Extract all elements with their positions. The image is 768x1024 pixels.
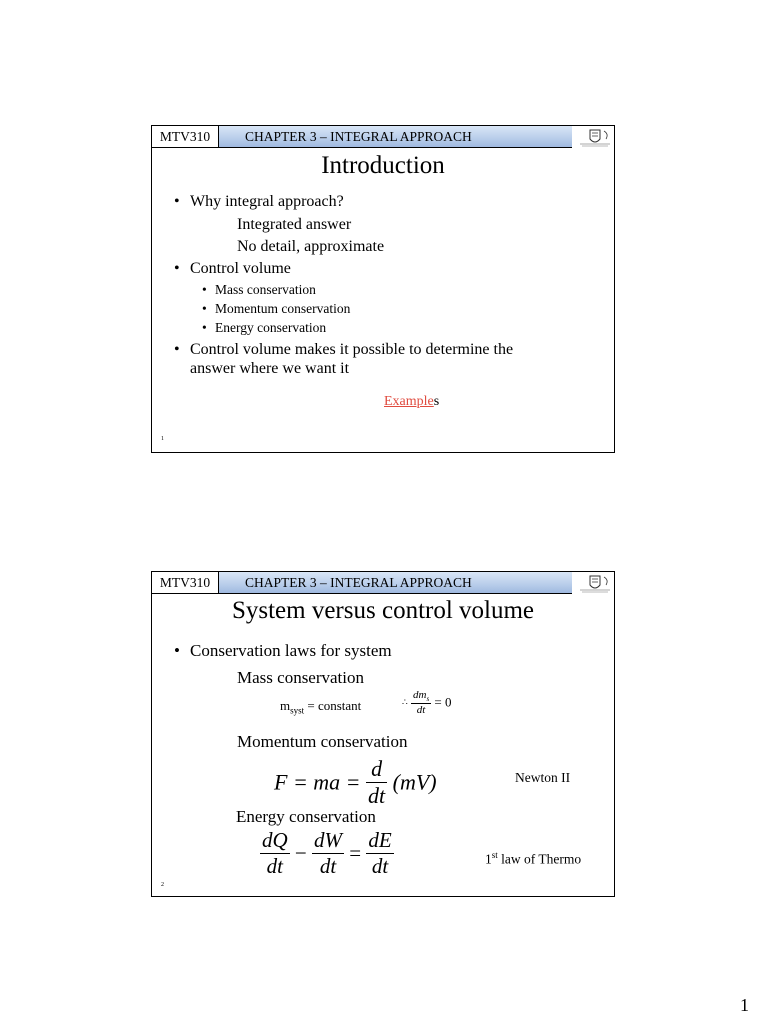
energy-dq-den: dt: [266, 854, 283, 878]
course-code: MTV310: [152, 572, 219, 594]
energy-dw-den: dt: [319, 854, 337, 878]
first-law-label: [485, 850, 581, 868]
energy-heading: Energy conservation: [236, 807, 376, 826]
msyst-m: m: [280, 698, 291, 713]
slide-number: 1: [161, 436, 164, 442]
chapter-title: CHAPTER 3 – INTEGRAL APPROACH: [245, 575, 472, 590]
dms-fraction: [411, 689, 431, 716]
dms-denominator: dt: [416, 704, 426, 717]
slide-header: [152, 126, 614, 148]
momentum-heading: Momentum conservation: [237, 732, 408, 751]
momentum-fraction: [366, 756, 387, 809]
course-code: MTV310: [152, 126, 219, 148]
energy-dw-num: dW: [314, 828, 343, 852]
energy-equals: =: [349, 841, 362, 865]
mass-heading: Mass conservation: [237, 668, 365, 687]
slide-number: 2: [161, 882, 164, 888]
energy-de-num: dE: [368, 828, 392, 852]
university-logo-icon: [576, 128, 614, 148]
dms-num-sub: s: [426, 695, 430, 704]
energy-equation: [260, 828, 394, 879]
bullet-control-volume: • Control volume: [190, 259, 291, 278]
dms-numerator: [411, 689, 431, 704]
momentum-rhs: (mV): [392, 769, 437, 795]
chapter-bar: [219, 572, 572, 594]
newton-label: Newton II: [515, 770, 571, 785]
slide-title: System versus control volume: [231, 597, 535, 624]
momentum-frac-den: dt: [368, 783, 386, 808]
page-number: 1: [740, 995, 749, 1015]
sub-no-detail: No detail, approximate: [237, 238, 385, 255]
momentum-equation: [274, 756, 437, 809]
energy-frac-de: [366, 828, 393, 879]
slide-title: Introduction: [321, 152, 445, 179]
sub-bullet-momentum: • Momentum conservation: [215, 301, 350, 317]
chapter-title: CHAPTER 3 – INTEGRAL APPROACH: [245, 129, 472, 144]
chapter-bar: [219, 126, 572, 148]
first-law-rest: law of Thermo: [497, 851, 582, 867]
dms-equation: [402, 689, 452, 716]
momentum-frac-num: d: [366, 756, 387, 783]
bullet-conservation-laws: • Conservation laws for system: [190, 641, 392, 660]
first-law-sup: st: [491, 850, 498, 860]
slide-header: [152, 572, 614, 594]
examples-link[interactable]: Example: [384, 394, 434, 409]
bullet-line-2: answer where we want it: [190, 360, 350, 377]
msyst-equation: [280, 698, 361, 716]
university-logo-icon: [576, 574, 614, 594]
dms-rhs: = 0: [434, 694, 452, 710]
examples-text: [384, 394, 439, 410]
sub-integrated-answer: Integrated answer: [237, 216, 352, 233]
bullet-control-volume-determine: [190, 340, 513, 378]
energy-dq-num: dQ: [262, 828, 288, 852]
therefore-symbol: ∴: [402, 697, 408, 708]
momentum-lhs: F = ma =: [274, 769, 361, 795]
dms-num-text: dm: [412, 689, 427, 701]
first-law-number: 1: [485, 851, 492, 867]
sub-bullet-mass: • Mass conservation: [215, 282, 316, 298]
slide-2: [151, 571, 615, 897]
msyst-subscript: syst: [290, 705, 305, 716]
msyst-rest: = constant: [304, 698, 362, 713]
slide-1: [151, 125, 615, 453]
energy-de-den: dt: [371, 854, 389, 878]
bullet-line-1: Control volume makes it possible to determine the: [190, 341, 514, 358]
energy-frac-dq: [260, 828, 290, 879]
sub-bullet-energy: • Energy conservation: [215, 320, 326, 336]
energy-minus: −: [294, 841, 307, 865]
energy-frac-dw: [312, 828, 344, 879]
examples-suffix: s: [433, 394, 440, 409]
bullet-why-integral: • Why integral approach?: [190, 192, 344, 211]
